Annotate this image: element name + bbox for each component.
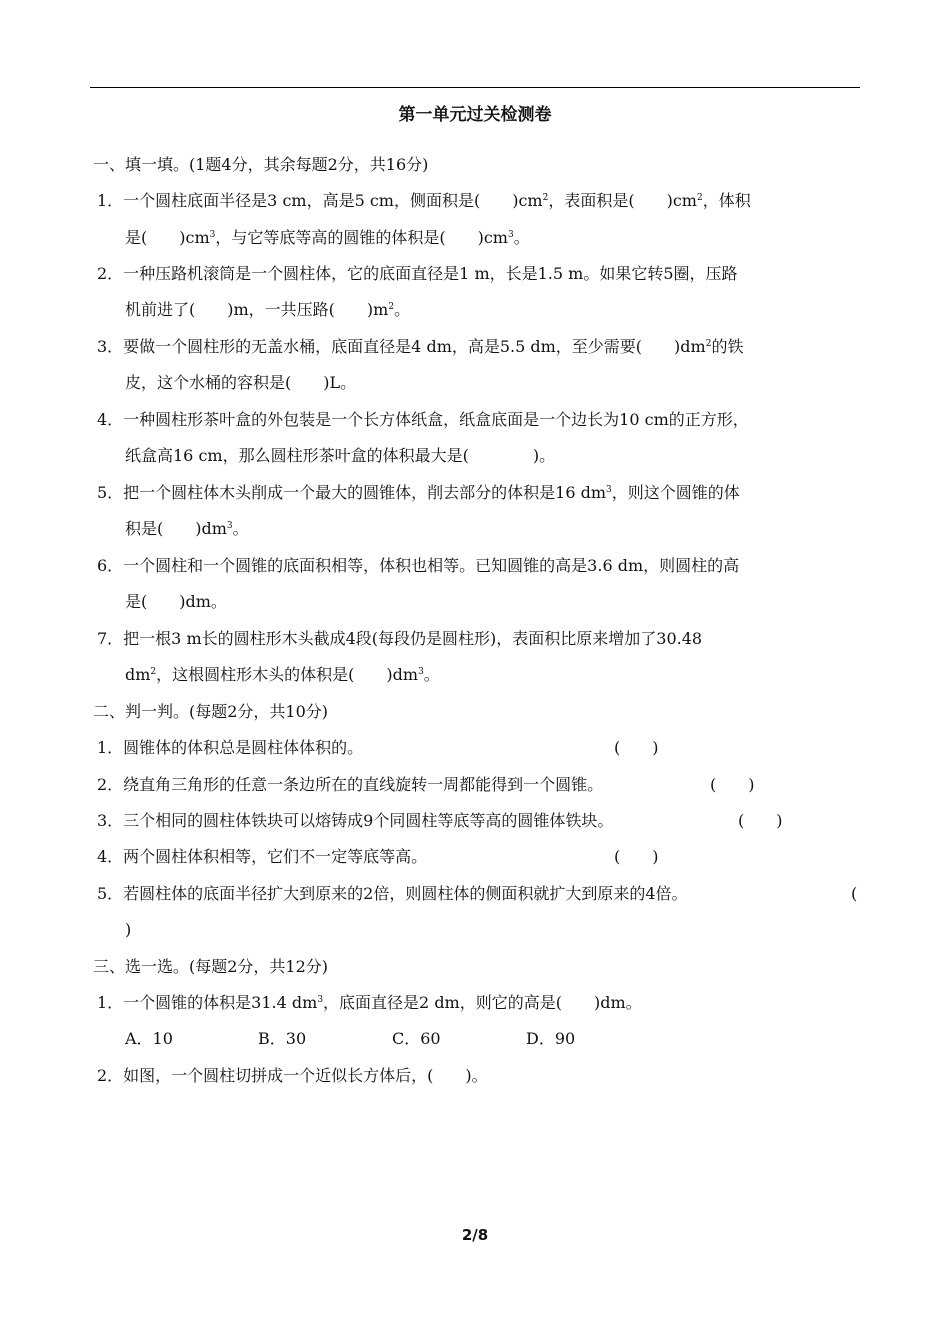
s1-q2-line1: 2．一种压路机滚筒是一个圆柱体，它的底面直径是1 m，长是1.5 m。如果它转5圈，压路 (97, 264, 738, 283)
page-title: 第一单元过关检测卷 (398, 105, 552, 125)
header-rule (90, 87, 860, 88)
section2-heading: 二、判一判。(每题2分，共10分) (93, 702, 329, 721)
s1-q7-line1: 7．把一根3 m长的圆柱形木头截成4段(每段仍是圆柱形)，表面积比原来增加了30.48 (97, 629, 703, 648)
s2-answer-blank-4: ( ) (614, 847, 659, 866)
s2-answer-blank-3: ( ) (738, 811, 783, 830)
s2-item-5: 5．若圆柱体的底面半径扩大到原来的2倍，则圆柱体的侧面积就扩大到原来的4倍。 (97, 884, 688, 903)
s3-q1-option-a: A．10 (125, 1029, 173, 1048)
s1-q7-line2: $dm^2$，这根圆柱形木头的体积是( )$dm^3$。 (125, 665, 440, 684)
s3-q2: 2．如图，一个圆柱切拼成一个近似长方体后，( )。 (97, 1066, 488, 1085)
s3-q1-option-d: D．90 (526, 1029, 576, 1048)
s2-answer-blank-1: ( ) (614, 738, 659, 757)
section1-heading: 一、填一填。(1题4分，其余每题2分，共16分) (93, 155, 429, 174)
section3-heading: 三、选一选。(每题2分，共12分) (93, 957, 329, 976)
s3-q1-option-b: B．30 (258, 1029, 307, 1048)
s3-q1-option-c: C．60 (392, 1029, 441, 1048)
s2-answer-blank-2: ( ) (710, 775, 755, 794)
s1-q3-line2: 皮，这个水桶的容积是( )L。 (125, 373, 357, 392)
s1-q4-line1: 4．一种圆柱形茶叶盒的外包装是一个长方体纸盒，纸盒底面是一个边长为10 cm的正方形， (97, 410, 749, 429)
s2-item-3: 3．三个相同的圆柱体铁块可以熔铸成9个同圆柱等底等高的圆锥体铁块。 (97, 811, 614, 830)
s2-item-4: 4．两个圆柱体积相等，它们不一定等底等高。 (97, 847, 428, 866)
s1-q4-line2: 纸盒高16 cm，那么圆柱形茶叶盒的体积最大是( )。 (125, 446, 556, 465)
page-number: 2/8 (461, 1226, 489, 1244)
s2-item-1: 1．圆锥体的体积总是圆柱体体积的。 (97, 738, 364, 757)
s1-q5-line2: 积是( )$dm^3$。 (125, 519, 249, 538)
s1-q1-line1: 1．一个圆柱底面半径是3 cm，高是5 cm，侧面积是( )$cm^2$，表面积是( )$cm^2$，体积 (97, 191, 751, 210)
s2-answer-blank-5-open: ( (851, 884, 858, 903)
s3-q1: 1．一个圆锥的体积是31.4 $dm^3$，底面直径是2 dm，则它的高是( )dm。 (97, 993, 642, 1012)
s2-item-2: 2．绕直角三角形的任意一条边所在的直线旋转一周都能得到一个圆锥。 (97, 775, 604, 794)
s1-q5-line1: 5．把一个圆柱体木头削成一个最大的圆锥体，削去部分的体积是16 $dm^3$，则这个圆锥的体 (97, 483, 740, 502)
s1-q6-line2: 是( )dm。 (125, 592, 227, 611)
s2-answer-blank-5-close: ) (125, 920, 132, 939)
s1-q3-line1: 3．要做一个圆柱形的无盖水桶，底面直径是4 dm，高是5.5 dm，至少需要( )$dm^2$的铁 (97, 337, 744, 356)
s1-q6-line1: 6．一个圆柱和一个圆锥的底面积相等，体积也相等。已知圆锥的高是3.6 dm，则圆柱的高 (97, 556, 740, 575)
s1-q1-line2: 是( )$cm^3$，与它等底等高的圆锥的体积是( )$cm^3$。 (125, 228, 530, 247)
s1-q2-line2: 机前进了( )m，一共压路( )$m^2$。 (125, 300, 411, 319)
